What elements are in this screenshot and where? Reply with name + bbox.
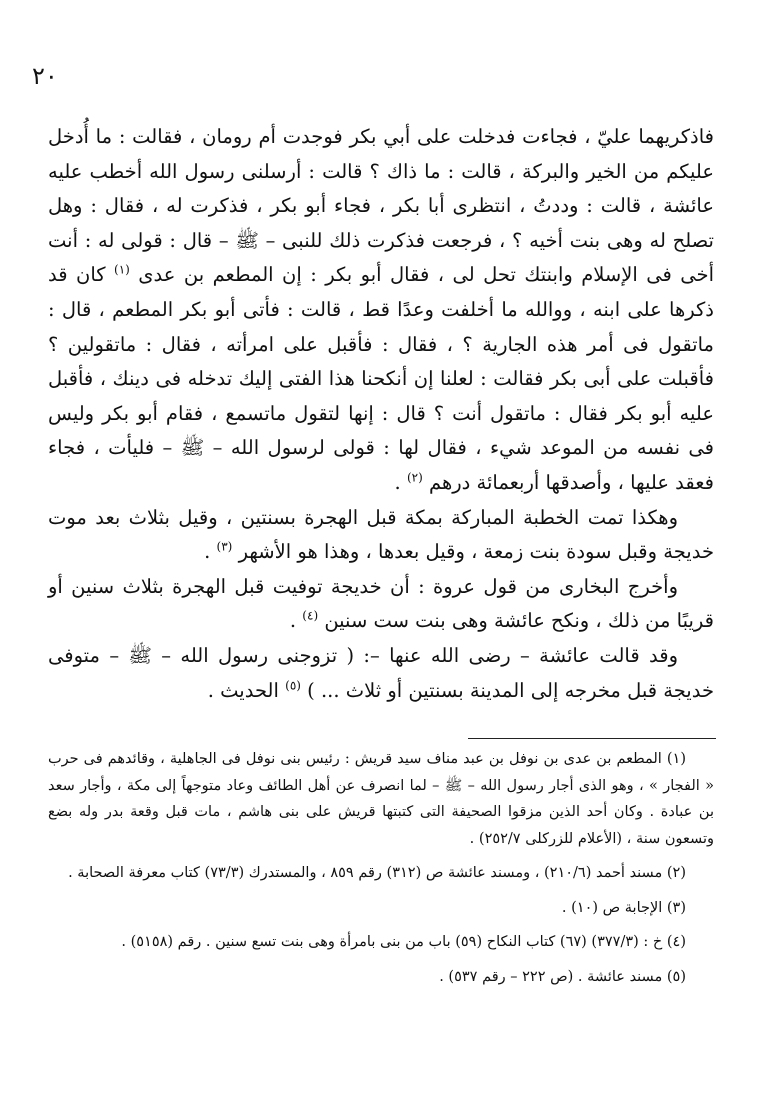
footnote-ref-5: (٥)	[285, 678, 301, 692]
paragraph-2-end: .	[204, 540, 211, 564]
paragraph-1-end: .	[394, 470, 401, 494]
paragraph-3-end: .	[289, 609, 297, 633]
footnote-ref-3: (٣)	[216, 539, 233, 554]
paragraph-1-text-b: كان قد ذكرها على ابنه ، ووالله ما أخلفت وعدًا قط ، قالت : فأتى أبو بكر المطعم ، قال : ماتقول فى أمر هذه الجارية ؟ ، فقال : فأقبل على امرأته ، فقال : ماتقولين ؟ فأقبلت على أبى بكر فقالت : لعلنا إن أنكحنا هذا الفتى إليك تدخله فى دينك ، فأقبل عليه أبو بكر فقال : ماتقول أنت ؟ قال : إنها لتقول ماتسمع ، فقام أبو بكر وليس فى نفسه من الموعد شيء ، فقال لها : قولى لرسول الله – ﷺ – فليأت ، فجاء فعقد عليها ، وأصدقها أربعمائة درهم	[48, 263, 714, 494]
paragraph-2-text: وهكذا تمت الخطبة المباركة بمكة قبل الهجرة بسنتين ، وقيل بثلاث بعد موت خديجة وقبل سودة بنت زمعة ، وقيل بعدها ، وهذا هو الأشهر	[48, 505, 714, 564]
footnote-3: (٣) الإجابة ص (١٠) .	[561, 899, 686, 916]
page-number: ٢٠	[32, 62, 58, 90]
footnote-4: (٤) خ : (٣٧٧/٣) (٦٧) كتاب النكاح (٥٩) باب من بنى بامرأة وهى بنت تسع سنين . رقم (٥١٥٨) .	[121, 934, 686, 950]
paragraph-4	[48, 639, 714, 708]
footnote-1: (١) المطعم بن عدى بن نوفل بن عبد مناف سيد قريش : رئيس بنى نوفل فى الجاهلية ، وقائدهم فى حرب « الفجار » ، وهو الذى أجار رسول الله – ﷺ – لما انصرف عن أهل الطائف وعاد متوجهاً إلى مكة ، وأجار سعد بن عبادة . وكان أحد الذين مزقوا الصحيفة التى كتبتها قريش على بنى هاشم ، مات قبل وقعة بدر وله بضع وتسعون سنة ، (الأعلام للزركلى ٢٥٢/٧) .	[48, 751, 714, 847]
paragraph-4-end: الحديث .	[207, 678, 279, 702]
footnote-5: (٥) مسند عائشة . (ص ٢٢٢ – رقم ٥٣٧) .	[439, 968, 686, 985]
footnote-2: (٢) مسند أحمد (٢١٠/٦) ، ومسند عائشة ص (٣١٢) رقم ٨٥٩ ، والمستدرك (٧٣/٣) كتاب معرفة الصحابة .	[68, 865, 686, 881]
footnote-ref-1: (١)	[114, 262, 130, 277]
paragraph-4-text: وقد قالت عائشة – رضى الله عنها –: ( تزوجنى رسول الله – ﷺ – متوفى خديجة قبل مخرجه إلى المدينة بسنتين أو ثلاث ... )	[48, 643, 714, 702]
paragraph-1-text: فاذكريهما عليّ ، فجاءت فدخلت على أبي بكر فوجدت أم رومان ، فقالت : ما أُدخل عليكم من الخير والبركة ، قالت : ما ذاك ؟ قالت : أرسلنى رسول الله أخطب عليه عائشة ، قالت : وددتُ ، انتظرى أبا بكر ، فجاء أبو بكر ، فذكرت له ، فقال : وهل تصلح له وهى بنت أخيه ؟ ، فرجعت فذكرت ذلك للنبى – ﷺ – قال : قولى له : أنت أخى فى الإسلام وابنتك تحل لى ، فقال أبو بكر : إن المطعم بن عدى	[48, 125, 714, 287]
footnote-divider	[468, 738, 716, 739]
paragraph-3	[48, 570, 714, 639]
main-text	[48, 120, 714, 708]
footnote-ref-2: (٢)	[406, 470, 423, 485]
paragraph-3-text: وأخرج البخارى من قول عروة : أن خديجة توفيت قبل الهجرة بثلاث سنين أو قريبًا من ذلك ، ونكح عائشة وهى بنت ست سنين	[48, 574, 714, 633]
footnotes	[48, 746, 714, 998]
paragraph-2	[48, 501, 714, 570]
footnote-ref-4: (٤)	[302, 608, 319, 623]
paragraph-1	[48, 120, 714, 501]
